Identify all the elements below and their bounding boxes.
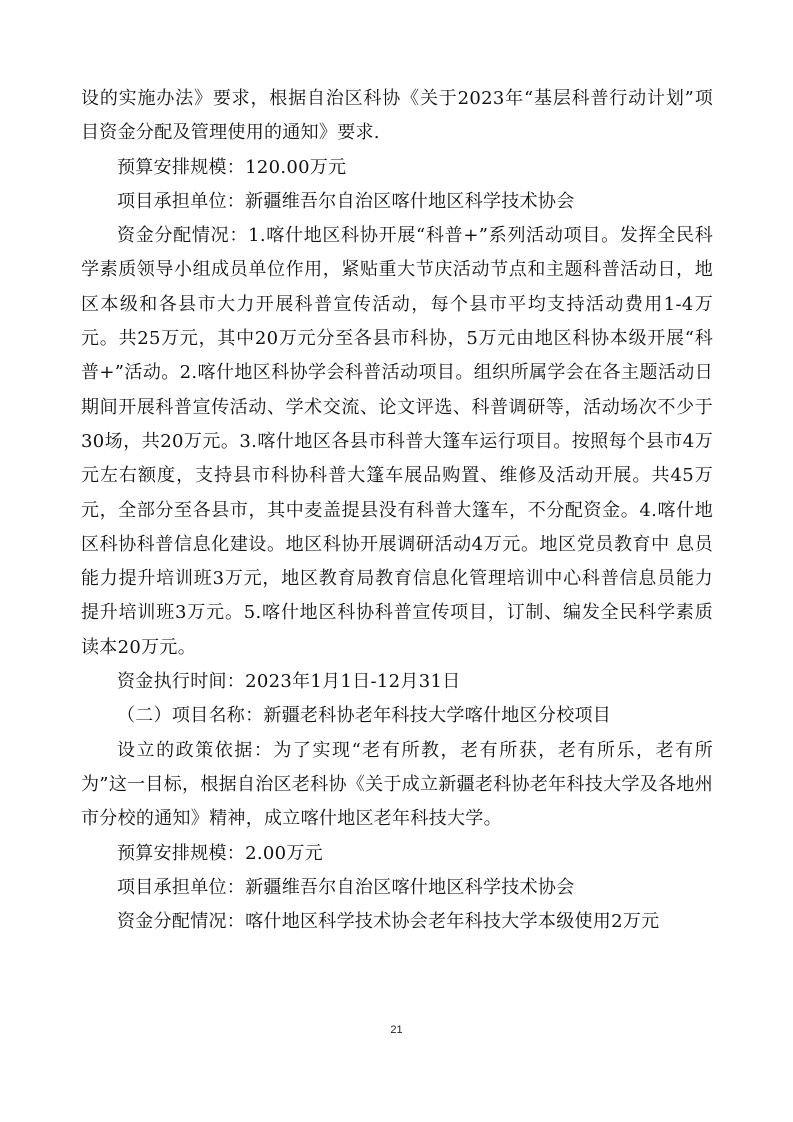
paragraph-fund-allocation-2: 资金分配情况：喀什地区科学技术协会老年科技大学本级使用2万元 [117,911,660,933]
document-body [81,82,713,939]
paragraph-project-name: （二）项目名称：新疆老科协老年科技大学喀什地区分校项目 [117,705,612,727]
paragraph-budget-scale: 预算安排规模：120.00万元 [117,156,347,178]
paragraph-execution-time: 资金执行时间：2023年1月1日-12月31日 [117,671,461,693]
paragraph-fund-allocation: 资金分配情况：1.喀什地区科协开展“科普+”系列活动项目。发挥全民科学素质领导小组成员单位作用，紧贴重大节庆活动节点和主题科普活动日，地区本级和各县市大力开展科普宣传活动，每个县市平均支持活动费用1-4万元。共25万元，其中20万元分至各县市科协，5万元由地区科协本级开展“科普+”活动。2.喀什地区科协学会科普活动项目。组织所属学会在各主题活动日期间开展科普宣传活动、学术交流、论文评选、科普调研等，活动场次不少于30场，共20万元。3.喀什地区各县市科普大篷车运行项目。按照每个县市4万元左右额度，支持县市科协科普大篷车展品购置、维修及活动开展。共45万元，全部分至各县市，其中麦盖提县没有科普大篷车，不分配资金。4.喀什地区科协科普信息化建设。地区科协开展调研活动4万元。地区党员教育中 息员能力提升培训班3万元，地区教育局教育信息化管理培训中心科普信息员能力提升培训班3万元。5.喀什地区科协科普宣传项目，订制、编发全民科学素质读本20万元。 [81,225,713,658]
paragraph-policy-basis: 设立的政策依据：为了实现“老有所教，老有所获，老有所乐，老有所为”这一目标，根据自治区老科协《关于成立新疆老科协老年科技大学及各地州市分校的通知》精神，成立喀什地区老年科技大学。 [81,739,713,830]
paragraph-budget-scale-2: 预算安排规模：2.00万元 [117,842,323,864]
paragraph-continuation: 设的实施办法》要求，根据自治区科协《关于2023年“基层科普行动计划”项目资金分配及管理使用的通知》要求. [81,88,713,144]
page-number: 21 [390,1024,403,1036]
paragraph-project-unit: 项目承担单位：新疆维吾尔自治区喀什地区科学技术协会 [117,190,575,212]
paragraph-project-unit-2: 项目承担单位：新疆维吾尔自治区喀什地区科学技术协会 [117,876,575,898]
